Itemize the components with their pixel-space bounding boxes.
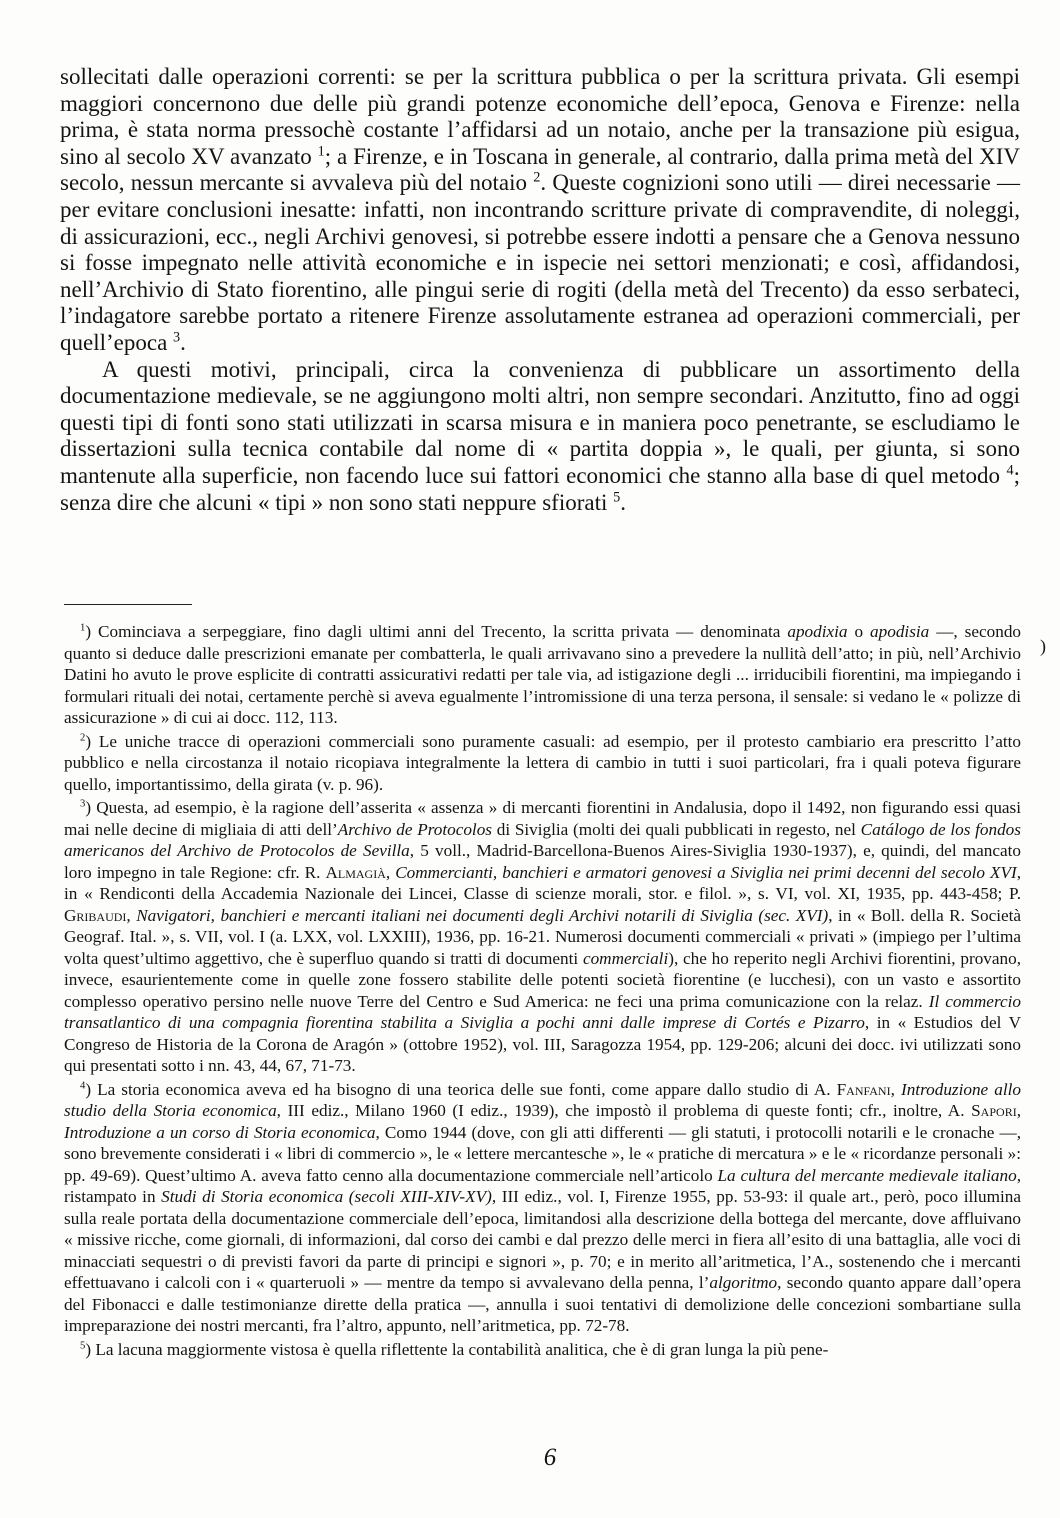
margin-mark: ) xyxy=(1040,636,1046,656)
footnote-ref-1[interactable]: 1 xyxy=(317,143,325,160)
footnote-5: $^5$) La lacuna maggiormente vistosa è quella riflettente la contabilità analitica, che è di gran lunga la più pene- xyxy=(80,1339,829,1359)
main-text xyxy=(60,64,1020,516)
paragraph-2: A questi motivi, principali, circa la convenienza di pubblicare un assortimento della documentazione medievale, se ne aggiungono molti altri, non sempre secondari. Anzitutto, fino ad oggi questi tipi di fonti sono stati utilizzati in scarsa misura e in maniera poco penetrante, se escludiamo le dissertazioni sulla tecnica contabile dal nome di « partita doppia », le quali, per giunta, si sono mantenute alla superficie, non facendo luce sui fattori economici che stanno alla base di quel metodo $^4$; senza dire che alcuni « tipi » non sono stati neppure sfiorati $^5$. xyxy=(60,356,1020,515)
footnote-ref-3[interactable]: 3 xyxy=(173,329,181,346)
footnote-ref-2[interactable]: 2 xyxy=(533,169,541,186)
paragraph-1: sollecitati dalle operazioni correnti: se per la scrittura pubblica o per la scrittura privata. Gli esempi maggiori concernono due delle più grandi potenze economiche dell’epoca, Genova e Firenze: nella prima, è stata norma pressochè costante l’affidarsi ad un notaio, anche per la transazione più esigua, sino al secolo XV avanzato $^1$; a Firenze, e in Toscana in generale, al contrario, dalla prima metà del XIV secolo, nessun mercante si avvaleva più del notaio $^2$. Queste cognizioni sono utili — direi necessarie — per evitare conclusioni inesatte: infatti, non incontrando scritture private di compravendite, di noleggi, di assicurazioni, ecc., negli Archivi genovesi, si potrebbe essere indotti a pensare che a Genova nessuno si fosse impegnato nelle attività economiche e in ispecie nei settori menzionati; e così, affidandosi, nell’Archivio di Stato fiorentino, alle pingui serie di rogiti (della metà del Trecento) da esso serbateci, l’indagatore sarebbe portato a ritenere Firenze assolutamente estranea ad operazioni commerciali, per quell’epoca $^3$. xyxy=(60,64,1021,355)
page-number: 6 xyxy=(543,1444,557,1471)
footnote-3: $^3$) Questa, ad esempio, è la ragione dell’asserita « assenza » di mercanti fiorentini in Andalusia, dopo il 1492, non figurando essi quasi mai nelle decine di migliaia di atti dell’Archivo de Protocolos di Siviglia (molti dei quali pubblicati in regesto, nel Catálogo de los fondos americanos del Archivo de Protocolos de Sevilla, 5 voll., Madrid-Barcellona-Buenos Aires-Siviglia 1930-1937), e, quindi, del mancato loro impegno in tale Regione: cfr. R. Almagià, Commercianti, banchieri e armatori genovesi a Siviglia nei primi decenni del secolo XVI, in « Rendiconti della Accademia Nazionale dei Lincei, Classe di scienze morali, stor. e filol. », s. VI, vol. XI, 1935, pp. 443-458; P. Gribaudi, Navigatori, banchieri e mercanti italiani nei documenti degli Archivi notarili di Siviglia (sec. XVI), in « Boll. della R. Società Geograf. Ital. », s. VII, vol. I (a. LXX, vol. LXXIII), 1936, pp. 16-21. Numerosi documenti commerciali « privati » (impiego per l’ultima volta quest’ultimo aggettivo, che è superfluo quando si tratti di documenti commerciali), che ho reperito negli Archivi fiorentini, provano, invece, esaurientemente come in quelle zone fossero stabilite delle potenti società fiorentine (e lucchesi), con un vasto e assortito complesso operativo persino nelle nuove Terre del Centro e Sud America: ne feci una prima comunicazione con la relaz. Il commercio transatlantico di una compagnia fiorentina stabilita a Siviglia a pochi anni dalle imprese di Cortés e Pizarro, in « Estudios del V Congreso de Historia de la Corona de Aragón » (ottobre 1952), vol. III, Saragozza 1954, pp. 129-206; alcuni dei docc. ivi utilizzati sono qui presentati sotto i nn. 43, 44, 67, 71-73. xyxy=(64,798,1022,1075)
footnote-separator xyxy=(64,604,192,605)
footnotes xyxy=(64,621,1021,1362)
footnote-2: $^2$) Le uniche tracce di operazioni commerciali sono puramente casuali: ad esempio, per il protesto cambiario era prescritto l’atto pubblico e nella circostanza il notaio ricopiava integralmente la lettera di cambio in tutti i suoi particolari, fra i quali poteva figurare quello, importantissimo, della girata (v. p. 96). xyxy=(64,731,1021,794)
footnote-1: $^1$) Cominciava a serpeggiare, fino dagli ultimi anni del Trecento, la scritta privata — denominata apodixia o apodisia —, secondo quanto si deduce dalle prescrizioni emanate per combatterla, le quali arrivavano sino a prevedere la nullità dell’atto; in più, nell’Archivio Datini ho avuto le prove esplicite di contratti assicurativi redatti per tale via, ad istigazione degli ... irriducibili fiorentini, ma impiegando i formulari rituali dei notai, certamente perchè si aveva egualmente l’intromissione di una terza persona, il sensale: si vedano le « polizze di assicurazione » di cui ai docc. 112, 113. xyxy=(64,622,1022,727)
footnote-ref-5[interactable]: 5 xyxy=(613,488,621,505)
footnote-4: $^4$) La storia economica aveva ed ha bisogno di una teorica delle sue fonti, come appare dallo studio di A. Fanfani, Introduzione allo studio della Storia economica, III ediz., Milano 1960 (I ediz., 1939), che impostò il problema di queste fonti; cfr., inoltre, A. Sapori, Introduzione a un corso di Storia economica, Como 1944 (dove, con gli atti differenti — gli statuti, i protocolli notarili e le cronache —, sono brevemente considerati i « libri di commercio », le « lettere mercantesche », le « pratiche di mercatura » e le « ricordanze personali »: pp. 49-69). Quest’ultimo A. aveva fatto cenno alla documentazione commerciale nell’articolo La cultura del mercante medievale italiano, ristampato in Studi di Storia economica (secoli XIII-XIV-XV), III ediz., vol. I, Firenze 1955, pp. 53-93: il quale art., però, poco illumina sulla reale portata della documentazione commerciale dell’epoca, limitandosi alla descrizione della bottega del mercante, dove affluivano « missive ricche, come giornali, di informazioni, dal corso dei cambi e dal prezzo delle merci in fiera all’esito di una battaglia, alle voci di minacciati sequestri o di previsti favori da parte di principi e signori », p. 70; e in merito all’aritmetica, l’A., sostenendo che i mercanti effettuavano i calcoli con i « quarteruoli » — mentre da tempo si avvalevano della penna, l’algoritmo, secondo quanto appare dall’opera del Fibonacci e dalle testimonianze dirette della pratica —, annulla i suoi tentativi di demolizione delle concezioni sombartiane sulla impreparazione dei nostri mercanti, fra l’altro, appunto, nell’aritmetica, pp. 72-78. xyxy=(64,1079,1022,1335)
footnote-ref-4[interactable]: 4 xyxy=(1006,462,1014,479)
